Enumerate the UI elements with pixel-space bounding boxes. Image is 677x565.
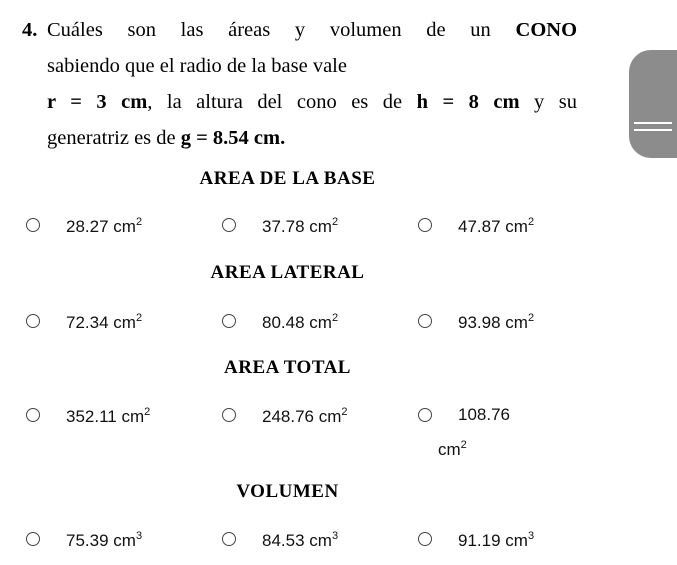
option-volumen-1[interactable] [26,530,142,551]
radio-button[interactable] [418,218,432,232]
option-volumen-3[interactable] [418,530,534,551]
option-label: 80.48 $cm^2$ [262,312,339,332]
option-label: 91.19 $cm^3$ [458,530,535,550]
radio-button[interactable] [222,218,236,232]
option-label: 352.11 $cm^2$ [66,406,151,426]
radio-button[interactable] [26,532,40,546]
radio-button[interactable] [418,532,432,546]
option-area-lateral-2[interactable] [222,312,338,333]
option-label: 75.39 $cm^3$ [66,530,143,550]
option-area-total-2[interactable] [222,406,348,427]
section-title-area-lateral: AREA LATERAL [210,262,365,283]
option-volumen-2[interactable] [222,530,338,551]
question-text [22,12,577,156]
option-label: 28.27 $cm^2$ [66,216,143,236]
question-line-4: generatriz es de g = 8.54 cm. [47,127,286,149]
option-area-total-1[interactable] [26,406,150,427]
radio-button[interactable] [418,408,432,422]
question-line-3: r = 3 cm, la altura del cono es de h = 8 cm y su [47,91,578,113]
section-title-area-total: AREA TOTAL [224,357,351,378]
radio-button[interactable] [418,314,432,328]
side-menu-tab[interactable] [629,50,677,158]
option-area-base-3[interactable] [418,216,534,237]
question-line-1: 4. Cuáles son las áreas y volumen de un CONO [22,12,577,48]
question-line-2: sabiendo que el radio de la base vale [47,55,347,77]
question-number: 4. [22,19,38,41]
option-label: 84.53 $cm^3$ [262,530,339,550]
radio-button[interactable] [222,314,236,328]
radio-button[interactable] [26,314,40,328]
section-title-area-base: AREA DE LA BASE [199,168,376,189]
option-area-base-1[interactable] [26,216,142,237]
option-label: 93.98 $cm^2$ [458,312,535,332]
option-label: 47.87 $cm^2$ [458,216,535,236]
radio-button[interactable] [26,408,40,422]
shape-name: CONO [515,19,578,41]
option-area-lateral-3[interactable] [418,312,534,333]
option-label: 108.76 $cm^2$ [438,405,510,459]
generatrix-value: g = 8.54 cm. [180,127,286,149]
radio-button[interactable] [26,218,40,232]
radio-button[interactable] [222,532,236,546]
option-label: 37.78 $cm^2$ [262,216,339,236]
radio-button[interactable] [222,408,236,422]
option-label: 72.34 $cm^2$ [66,312,143,332]
menu-lines-icon [634,122,672,124]
option-area-lateral-1[interactable] [26,312,142,333]
radius-value: r = 3 cm [47,91,148,113]
section-title-volumen: VOLUMEN [236,481,339,502]
option-label: 248.76 $cm^2$ [262,406,348,426]
height-value: h = 8 cm [416,91,520,113]
option-area-base-2[interactable] [222,216,338,237]
option-area-total-3[interactable] [418,406,538,465]
